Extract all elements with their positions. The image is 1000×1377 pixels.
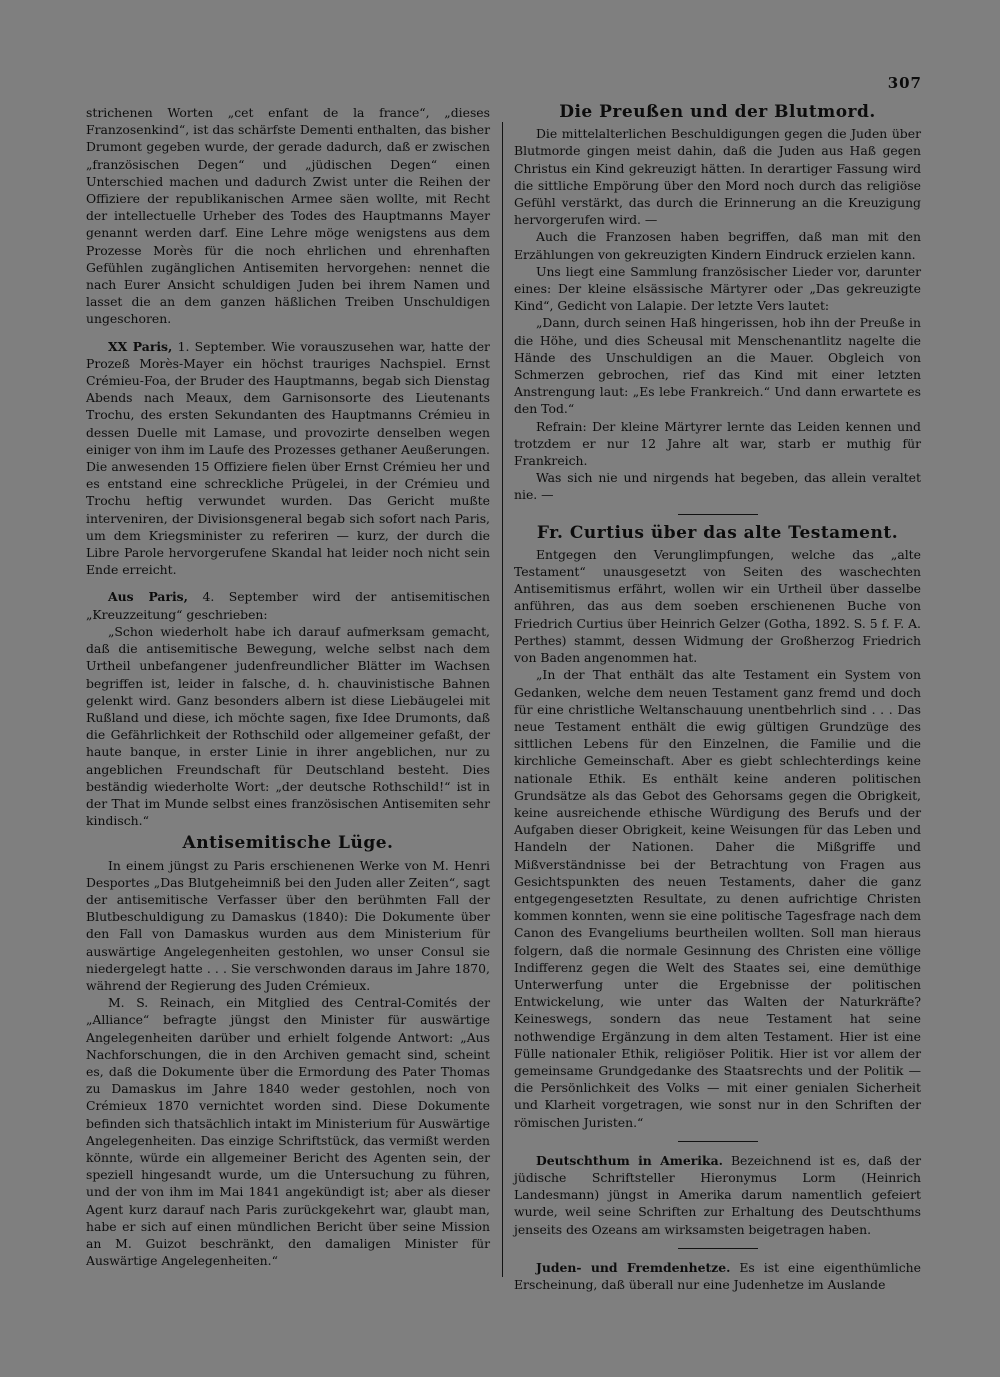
run-in-heading: Juden- und Fremdenhetze.	[536, 1259, 731, 1275]
paragraph-text: Es ist eine eigenthümliche Erscheinung, daß überall nur eine Judenhetze im Auslande	[514, 1259, 921, 1292]
section-divider	[678, 514, 758, 515]
run-in-heading: Deutschthum in Amerika.	[536, 1152, 723, 1168]
right-column	[514, 104, 921, 1293]
paragraph: Auch die Franzosen haben begriffen, daß man mit den Erzählungen von gekreuzigten Kindern Eindruck erzielen kann.	[514, 229, 921, 262]
paragraph	[514, 1259, 921, 1293]
paragraph	[86, 338, 490, 579]
paragraph-text: 1. September. Wie vorauszusehen war, hatte der Prozeß Morès-Mayer ein höchst trauriges Nachspiel. Ernst Crémieu-Foa, der Bruder des Hauptmanns, begab sich Dienstag Abends nach Meaux, dem Garnisonsorte des Lieutenants Trochu, des ersten Sekundanten des Hauptmanns Crémieu in dessen Duelle mit Lamase, und provozirte denselben wegen einiger von ihm im Laufe des Prozesses gethaner Aeußerungen. Die anwesenden 15 Offiziere fielen über Ernst Crémieu her und es entstand eine schreckliche Prügelei, in der Crémieu und Trochu heftig verwundet wurden. Das Gericht mußte interveniren, der Divisionsgeneral begab sich sofort nach Paris, um dem Kriegsminister zu referiren — kurz, der durch die Libre Parole hervorgerufene Skandal hat leider noch nicht sein Ende erreicht.	[86, 338, 490, 578]
section-divider	[678, 1248, 758, 1249]
paragraph	[86, 588, 490, 622]
quotation: „Dann, durch seinen Haß hingerissen, hob ihn der Preuße in die Höhe, und dies Scheusal mit Menschenantlitz nagelte die Hände des Unschuldigen an die Mauer. Obgleich von Schmerzen gebrochen, rief das Kind mit einer letzten Anstrengung laut: „Es lebe Frankreich.“ Und dann erwartete es den Tod.“	[514, 315, 921, 417]
dateline: Aus Paris,	[108, 589, 188, 605]
column-divider	[502, 122, 503, 1277]
paragraph	[514, 1152, 921, 1238]
section-heading: Fr. Curtius über das alte Testament.	[536, 522, 899, 543]
paragraph-text: Bezeichnend ist es, daß der jüdische Schriftsteller Hieronymus Lorm (Heinrich Landesmann) jüngst in Amerika darum namentlich gefeiert wurde, weil seine Schriften zur Erhaltung des Deutschthums jenseits des Ozeans am wirksamsten beigetragen haben.	[514, 1152, 921, 1237]
paragraph: Refrain: Der kleine Märtyrer lernte das Leiden kennen und trotzdem er nur 12 Jahre alt war, starb er muthig für Frankreich.	[514, 418, 921, 469]
paragraph: Entgegen den Verunglimpfungen, welche das „alte Testament“ unausgesetzt von Seiten des waschechten Antisemitismus erfährt, wollen wir ein Urtheil über dasselbe anführen, das aus dem soeben erschienenen Buche von Friedrich Curtius über Heinrich Gelzer (Gotha, 1892. S. 5 f. F. A. Perthes) stammt, dessen Widmung der Großherzog Friedrich von Baden angenommen hat.	[514, 546, 921, 666]
left-column	[86, 104, 490, 1269]
section-divider	[678, 1141, 758, 1142]
page-number: 307	[887, 74, 922, 92]
paragraph: strichenen Worten „cet enfant de la france“, „dieses Franzosenkind“, ist das schärfste Dementi enthalten, das bisher Drumont gegeben wurde, der gerade dadurch, daß er zwischen „französischen Degen“ und „jüdischen Degen“ einen Unterschied machen und dadurch Zwist unter die Reihen der Offiziere der republikanischen Armee säen wollte, mit Recht der intellectuelle Urheber des Todes des Hauptmanns Mayer genannt werden darf. Eine Lehre möge wenigstens aus dem Prozesse Morès für die noch ehrlichen und ehrenhaften Gefühlen zugänglichen Antisemiten hervorgehen: nennet die nach Eurer Ansicht schuldigen Juden bei ihrem Namen und lasset die an dem ganzen häßlichen Treiben Unschuldigen ungeschoren.	[86, 105, 490, 327]
paragraph: Uns liegt eine Sammlung französischer Lieder vor, darunter eines: Der kleine elsässische Märtyrer oder „Das gekreuzigte Kind“, Gedicht von Lalapie. Der letzte Vers lautet:	[514, 263, 921, 314]
paragraph-text: 4. September wird der antisemitischen „Kreuzzeitung“ geschrieben:	[86, 589, 490, 622]
paragraph: Was sich nie und nirgends hat begeben, das allein veraltet nie. —	[514, 470, 921, 503]
paragraph: Die mittelalterlichen Beschuldigungen gegen die Juden über Blutmorde gingen meist dahin, daß die Juden aus Haß gegen Christus ein Kind gekreuzigt hätten. In derartiger Fassung wird die sittliche Empörung über den Mord noch durch das religiöse Gefühl verstärkt, das durch die Erinnerung an die Kreuzigung hervorgerufen wird. —	[514, 126, 921, 228]
section-heading: Die Preußen und der Blutmord.	[559, 102, 876, 122]
dateline: XX Paris,	[108, 338, 173, 354]
section-heading: Antisemitische Lüge.	[182, 833, 394, 854]
quotation: „Schon wiederholt habe ich darauf aufmerksam gemacht, daß die antisemitische Bewegung, welche selbst nach dem Urtheil unbefangener judenfreundlicher Blätter im Wachsen begriffen ist, leider in falsche, d. h. chauvinistische Bahnen gelenkt wird. Ganz besonders albern ist diese Liebäugelei mit Rußland und diese, ich möchte sagen, fixe Idee Drumonts, daß die Gefährlichkeit der Rothschild oder allgemeiner gefaßt, der haute banque, in erster Linie in ihrer angeblichen, nur zu angeblichen Freundschaft für Deutschland besteht. Dies beständig wiederholte Wort: „der deutsche Rothschild!“ ist in der That im Munde selbst eines französischen Antisemiten sehr kindisch.“	[86, 623, 490, 829]
paragraph: M. S. Reinach, ein Mitglied des Central-Comités der „Alliance“ befragte jüngst den Minister für auswärtige Angelegenheiten darüber und erhielt folgende Antwort: „Aus Nachforschungen, die in den Archiven gemacht sind, scheint es, daß die Dokumente über die Ermordung des Pater Thomas zu Damaskus im Jahre 1840 weder gestohlen, noch von Crémieux 1870 vernichtet worden sind. Diese Dokumente befinden sich thatsächlich intakt im Ministerium für Auswärtige Angelegenheiten. Das einzige Schriftstück, das vermißt werden könnte, würde ein allgemeiner Bericht des Agenten sein, der speziell hingesandt wurde, um die Untersuchung zu führen, und der von ihm im Mai 1841 angekündigt ist; aber als dieser Agent kurz darauf nach Paris zurückgekehrt war, glaubt man, habe er sich auf einen mündlichen Bericht über seine Mission an M. Guizot beschränkt, den damaligen Minister für Auswärtige Angelegenheiten.“	[86, 995, 490, 1269]
paragraph: In einem jüngst zu Paris erschienenen Werke von M. Henri Desportes „Das Blutgeheimniß bei den Juden aller Zeiten“, sagt der antisemitische Verfasser über den berühmten Fall der Blutbeschuldigung zu Damaskus (1840): Die Dokumente über den Fall von Damaskus wurden aus dem Ministerium für auswärtige Angelegenheiten gestohlen, wo unser Consul sie niedergelegt hatte . . . Sie verschwonden daraus im Jahre 1870, während der Regierung des Juden Crémieux.	[86, 857, 490, 993]
quotation: „In der That enthält das alte Testament ein System von Gedanken, welche dem neuen Testament ganz fremd und doch für eine christliche Weltanschauung unentbehrlich sind . . . Das neue Testament enthält die ewig gültigen Grundzüge des sittlichen Lebens für den Einzelnen, die Familie und die kirchliche Gemeinschaft. Aber es giebt schlechterdings keine nationale Ethik. Es enthält keine anderen politischen Grundsätze als das Gebot des Gehorsams gegen die Obrigkeit, keine ausreichende ethische Würdigung des Berufs und der Aufgaben dieser Obrigkeit, keine Weisungen für das Leben und Handeln der Nationen. Daher die Mißgriffe und Mißverständnisse bei der Betrachtung von Fragen aus Gesichtspunkten des neuen Testaments, daher die ganz entgegengesetzten Resultate, zu denen aufrichtige Christen kommen konnten, wenn sie eine politische Tagesfrage nach dem Canon des Evangeliums beurtheilen wollten. Soll man hieraus folgern, daß die normale Gesinnung des Christen eine völlige Indifferenz gegen die Welt des Staates sei, eine demüthige Unterwerfung unter die Ergebnisse der politischen Entwickelung, wie unter das Walten der Naturkräfte? Keineswegs, sondern das neue Testament hat seine nothwendige Ergänzung in dem alten Testament. Hier ist eine Fülle nationaler Ethik, religiöser Politik. Hier ist vor allem der gemeinsame Grundgedanke des Staatsrechts und der Politik — die Persönlichkeit des Volks — mit einer genialen Sicherheit und Klarheit vorgetragen, wie sonst nur in den Schriften der römischen Juristen.“	[514, 667, 921, 1130]
